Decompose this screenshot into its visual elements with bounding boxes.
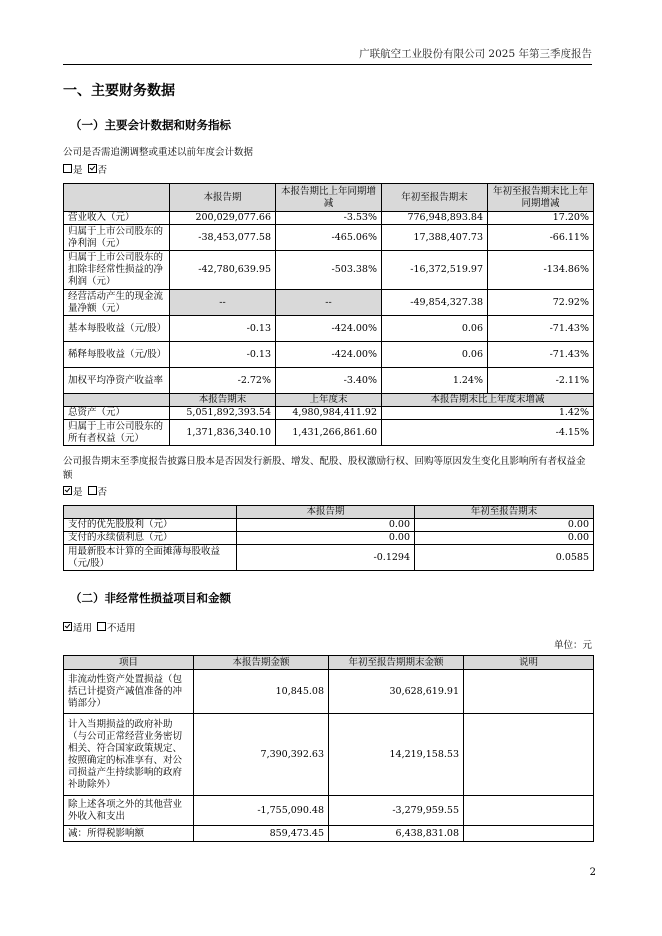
cell-value: -0.13: [170, 316, 276, 342]
eps-adjustment-table: [63, 505, 594, 571]
choice-no-label: 否: [97, 165, 108, 176]
table1-header-current-change: 本报告期比上年同期增减: [276, 184, 382, 212]
cell-value: 14,219,158.53: [329, 714, 464, 796]
row-label: 经营活动产生的现金流量净额（元）: [64, 290, 170, 316]
cell-value: -16,372,519.97: [382, 251, 488, 290]
cell-value: -3,279,959.55: [329, 796, 464, 826]
cell-value: 0.0585: [415, 545, 594, 571]
cell-value: -66.11%: [488, 225, 594, 251]
row-label: 除上述各项之外的其他营业外收入和支出: [64, 796, 194, 826]
table3-header-remark: 说明: [464, 656, 594, 670]
table-row: [64, 532, 594, 545]
row-label: 支付的永续债利息（元）: [64, 532, 237, 545]
table1-header-ytd: 年初至报告期末: [382, 184, 488, 212]
cell-value: -134.86%: [488, 251, 594, 290]
cell-value: 1.42%: [382, 407, 594, 420]
cell-value: -42,780,639.95: [170, 251, 276, 290]
table1-subheader-change: 本报告期末比上年度末增减: [382, 394, 594, 407]
cell-value: 0.00: [415, 532, 594, 545]
checkbox-not-applicable-icon: [97, 622, 106, 631]
table1-subheader-period-end: 本报告期末: [170, 394, 276, 407]
checkbox-yes-checked-icon: [63, 486, 72, 495]
cell-value: 7,390,392.63: [194, 714, 329, 796]
cell-value: -49,854,327.38: [382, 290, 488, 316]
row-label: 总资产（元）: [64, 407, 170, 420]
cell-value: 5,051,892,393.54: [170, 407, 276, 420]
table1-header-blank: [64, 184, 170, 212]
table-row: [64, 316, 594, 342]
table-row: [64, 420, 594, 446]
table-row: [64, 251, 594, 290]
key-financial-data-table: [63, 183, 594, 446]
unit-label: 单位：元: [553, 640, 592, 651]
table-row: [64, 714, 594, 796]
cell-value: -0.13: [170, 342, 276, 368]
cell-value: 0.00: [237, 519, 415, 532]
table1-header-current: 本报告期: [170, 184, 276, 212]
choice-yes-label: 是: [73, 487, 83, 498]
table-row: [64, 368, 594, 394]
row-label: 计入当期损益的政府补助（与公司正常经营业务密切相关、符合国家政策规定、按照确定的标准享有、对公司损益产生持续影响的政府补助除外）: [64, 714, 194, 796]
cell-value: -424.00%: [276, 316, 382, 342]
table3-header-ytd: 年初至报告期期末金额: [329, 656, 464, 670]
subsection-title-1: （一）主要会计数据和财务指标: [70, 118, 231, 132]
cell-value: -465.06%: [276, 225, 382, 251]
cell-remark: [464, 670, 594, 714]
table1-header-ytd-change: 年初至报告期末比上年同期增减: [488, 184, 594, 212]
cell-value: 0.00: [237, 532, 415, 545]
share-capital-question: 公司报告期末至季度报告披露日股本是否因发行新股、增发、配股、股权激励行权、回购等原因发生变化且影响所有者权益金额: [63, 456, 586, 481]
cell-value: -503.38%: [276, 251, 382, 290]
cell-value: -3.53%: [276, 212, 382, 225]
share-capital-choice: [63, 486, 107, 500]
table-row: [64, 342, 594, 368]
cell-value: 30,628,619.91: [329, 670, 464, 714]
cell-value: 1.24%: [382, 368, 488, 394]
table3-header-current: 本报告期金额: [194, 656, 329, 670]
cell-value: 10,845.08: [194, 670, 329, 714]
table1-subheader-prior-year-end: 上年度末: [276, 394, 382, 407]
cell-value: 4,980,984,411.92: [276, 407, 382, 420]
table-row: [64, 796, 594, 826]
table2-header-current: 本报告期: [237, 506, 415, 519]
row-label: 营业收入（元）: [64, 212, 170, 225]
cell-remark: [464, 826, 594, 842]
table2-header-ytd: 年初至报告期末: [415, 506, 594, 519]
cell-value: 0.06: [382, 342, 488, 368]
cell-remark: [464, 796, 594, 826]
table-row: [64, 225, 594, 251]
cell-value: 200,029,077.66: [170, 212, 276, 225]
checkbox-no-checked-icon: [88, 164, 97, 173]
choice-applicable-label: 适用: [73, 623, 93, 634]
header-divider: [63, 64, 592, 65]
choice-not-applicable-label: 不适用: [107, 623, 136, 634]
checkbox-no-icon: [88, 486, 97, 495]
row-label: 归属于上市公司股东的净利润（元）: [64, 225, 170, 251]
row-label: 支付的优先股股利（元）: [64, 519, 237, 532]
checkbox-yes-icon: [63, 164, 72, 173]
restatement-question: 公司是否需追溯调整或重述以前年度会计数据: [63, 147, 254, 158]
page-header: 广联航空工业股份有限公司 2025 年第三季度报告: [359, 48, 592, 60]
table-row: [64, 519, 594, 532]
cell-value: -0.1294: [237, 545, 415, 571]
cell-value: -4.15%: [382, 420, 594, 446]
cell-value: 6,438,831.08: [329, 826, 464, 842]
row-label: 非流动性资产处置损益（包括已计提资产减值准备的冲销部分）: [64, 670, 194, 714]
table1-subheader-blank: [64, 394, 170, 407]
cell-value: -1,755,090.48: [194, 796, 329, 826]
page-number: 2: [589, 867, 596, 878]
table-row: [64, 212, 594, 225]
cell-value: 776,948,893.84: [382, 212, 488, 225]
cell-value: -71.43%: [488, 316, 594, 342]
cell-value: 1,371,836,340.10: [170, 420, 276, 446]
table-row: [64, 290, 594, 316]
restatement-choice: [63, 164, 107, 178]
choice-yes-label: 是: [73, 165, 83, 176]
table-row: [64, 826, 594, 842]
table3-header-item: 项目: [64, 656, 194, 670]
cell-value: -424.00%: [276, 342, 382, 368]
subsection-title-2: （二）非经常性损益项目和金额: [70, 591, 231, 605]
cell-value: --: [170, 290, 276, 316]
row-label: 加权平均净资产收益率: [64, 368, 170, 394]
table-row: [64, 407, 594, 420]
cell-value: -71.43%: [488, 342, 594, 368]
row-label: 归属于上市公司股东的扣除非经常性损益的净利润（元）: [64, 251, 170, 290]
row-label: 用最新股本计算的全面摊薄每股收益（元/股）: [64, 545, 237, 571]
cell-value: -3.40%: [276, 368, 382, 394]
cell-value: 72.92%: [488, 290, 594, 316]
applicability-choice: [63, 622, 136, 636]
cell-value: 0.06: [382, 316, 488, 342]
cell-value: 17,388,407.73: [382, 225, 488, 251]
row-label: 减：所得税影响额: [64, 826, 194, 842]
cell-value: 17.20%: [488, 212, 594, 225]
choice-no-label: 否: [97, 487, 108, 498]
table-row: [64, 545, 594, 571]
cell-value: -2.11%: [488, 368, 594, 394]
cell-value: 1,431,266,861.60: [276, 420, 382, 446]
cell-value: --: [276, 290, 382, 316]
non-recurring-items-table: [63, 655, 594, 842]
section-title: 一、主要财务数据: [63, 83, 175, 99]
cell-value: 859,473.45: [194, 826, 329, 842]
cell-value: -38,453,077.58: [170, 225, 276, 251]
row-label: 基本每股收益（元/股）: [64, 316, 170, 342]
cell-value: -2.72%: [170, 368, 276, 394]
cell-remark: [464, 714, 594, 796]
table-row: [64, 670, 594, 714]
checkbox-applicable-checked-icon: [63, 622, 72, 631]
cell-value: 0.00: [415, 519, 594, 532]
row-label: 稀释每股收益（元/股）: [64, 342, 170, 368]
row-label: 归属于上市公司股东的所有者权益（元）: [64, 420, 170, 446]
table2-header-blank: [64, 506, 237, 519]
